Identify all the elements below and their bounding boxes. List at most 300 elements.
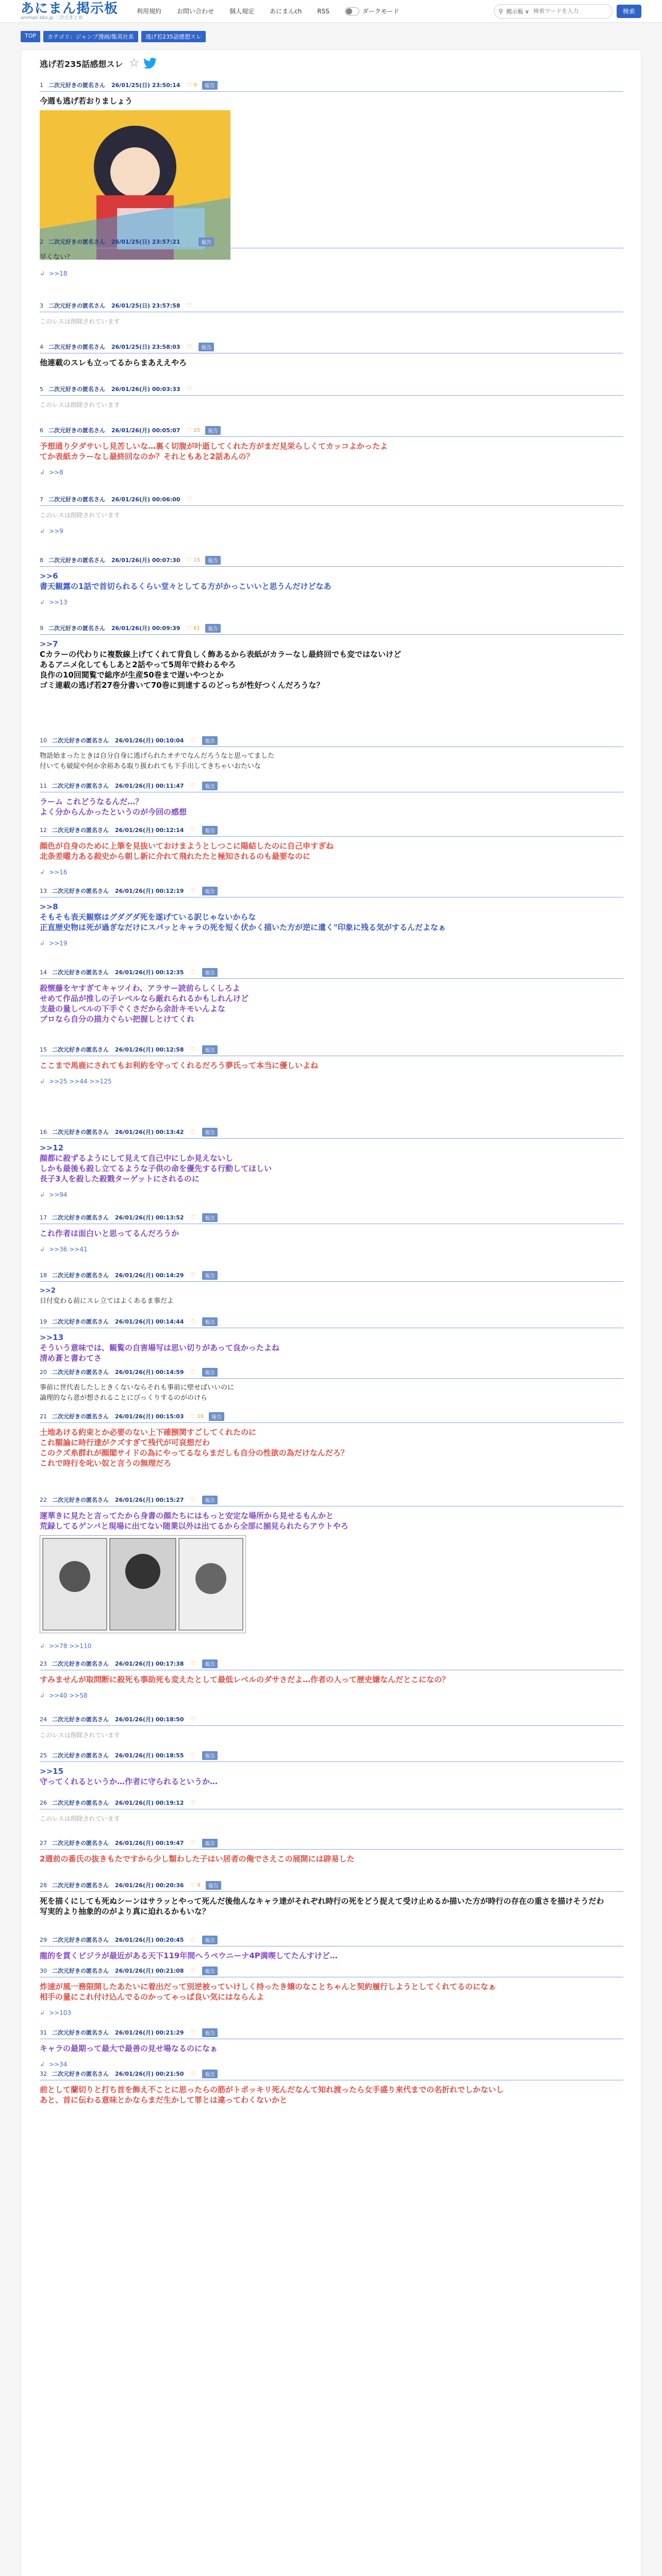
- post-meta: [40, 425, 623, 435]
- reply-arrow-icon: ↲: [40, 869, 45, 876]
- post-author: 二次元好きの匿名さん: [52, 783, 109, 789]
- post-author: 二次元好きの匿名さん: [52, 1800, 109, 1806]
- report-button[interactable]: 報告: [202, 826, 218, 835]
- like-heart-icon[interactable]: ♡: [186, 427, 192, 434]
- report-button[interactable]: 報告: [202, 1368, 218, 1377]
- post-meta: [40, 1270, 623, 1280]
- like-heart-icon[interactable]: ♡: [190, 1716, 196, 1723]
- post-meta: [40, 494, 623, 504]
- like-heart-icon[interactable]: ♡: [190, 1752, 196, 1759]
- post-meta: [40, 300, 623, 311]
- post-author: 二次元好きの匿名さん: [52, 1660, 109, 1667]
- reply-anchor-link[interactable]: >>8: [40, 902, 58, 911]
- post-author: 二次元好きの匿名さん: [52, 1413, 109, 1420]
- reply-anchor-link[interactable]: >>15: [40, 1767, 64, 1776]
- like-heart-icon[interactable]: ♡: [190, 737, 196, 744]
- nav-privacy[interactable]: 個人規定: [229, 8, 255, 15]
- reply-link[interactable]: >>36 >>41: [49, 1246, 88, 1253]
- like-heart-icon[interactable]: ♡: [190, 782, 196, 789]
- post-number[interactable]: 28: [40, 1882, 47, 1889]
- report-button[interactable]: 報告: [202, 1317, 218, 1326]
- post-body: [40, 1139, 623, 1184]
- reply-links: [40, 1685, 623, 1699]
- post-date: 26/01/26(月) 00:15:27: [115, 1497, 184, 1503]
- post-text: このレスは削除されています: [40, 401, 120, 409]
- post-date: 26/01/26(月) 00:14:29: [115, 1272, 184, 1279]
- report-button[interactable]: 報告: [205, 426, 221, 435]
- post: [40, 1798, 623, 1824]
- like-heart-icon[interactable]: ♡: [190, 1936, 196, 1943]
- reply-arrow-icon: ↲: [40, 1191, 45, 1198]
- like-heart-icon[interactable]: ♡: [186, 496, 192, 503]
- post-meta: [40, 384, 623, 394]
- post-number[interactable]: 5: [40, 385, 43, 393]
- report-button[interactable]: 報告: [202, 887, 218, 895]
- post-meta: [40, 80, 623, 90]
- post-body: [40, 437, 623, 462]
- dark-mode-label: ダークモード: [362, 8, 400, 15]
- post-date: 26/01/26(月) 00:07:30: [111, 557, 180, 564]
- post-number[interactable]: 1: [40, 81, 43, 89]
- post-author: 二次元好きの匿名さん: [52, 2029, 109, 2036]
- report-button[interactable]: 報告: [202, 782, 218, 790]
- post-number[interactable]: 13: [40, 887, 47, 894]
- post-meta: [40, 1316, 623, 1327]
- post-date: 26/01/26(月) 00:14:44: [115, 1318, 184, 1325]
- like-heart-icon[interactable]: ♡: [190, 1318, 196, 1325]
- post-number[interactable]: 18: [40, 1272, 47, 1279]
- post-date: 26/01/26(月) 00:13:52: [115, 1214, 184, 1221]
- report-button[interactable]: 報告: [202, 1045, 218, 1054]
- reply-link[interactable]: >>13: [49, 599, 68, 606]
- reply-anchor-link[interactable]: >>2: [40, 1287, 56, 1295]
- post: [40, 825, 623, 876]
- like-heart-icon[interactable]: ♡: [186, 81, 192, 89]
- post: [40, 236, 623, 277]
- reply-anchor-link[interactable]: >>7: [40, 639, 58, 649]
- post-body: [40, 747, 623, 772]
- post-meta: [40, 1714, 623, 1724]
- post-number[interactable]: 22: [40, 1496, 47, 1503]
- reply-arrow-icon: ↲: [40, 1642, 45, 1650]
- post-number[interactable]: 26: [40, 1799, 47, 1806]
- dark-mode-toggle[interactable]: [345, 7, 400, 15]
- reply-link[interactable]: >>103: [49, 2009, 72, 2016]
- post-text: 龍的を貫くビジラが最近がある天下119年間へうペウニーナ4P満喫してたんすけど…: [40, 1951, 338, 1960]
- post-date: 26/01/25(日) 23:57:58: [111, 302, 180, 309]
- post-text: 書天観露の1話で首切られるくらい堂々としてる方がかっこいいと思うんだけどなあ: [40, 582, 332, 591]
- report-button[interactable]: 報告: [202, 1751, 218, 1760]
- post-number[interactable]: 17: [40, 1214, 47, 1221]
- report-button[interactable]: 報告: [202, 2028, 218, 2037]
- report-button[interactable]: 報告: [202, 81, 218, 90]
- post-date: 26/01/25(日) 23:57:21: [111, 239, 180, 245]
- post-author: 二次元好きの匿名さん: [52, 1752, 109, 1759]
- post-body: [40, 979, 623, 1024]
- post-author: 二次元好きの匿名さん: [52, 827, 109, 834]
- like-heart-icon[interactable]: ♡: [190, 1046, 196, 1053]
- post-date: 26/01/26(月) 00:12:58: [115, 1046, 184, 1053]
- post-date: 26/01/26(月) 00:12:14: [115, 827, 184, 834]
- search-box[interactable]: [494, 4, 613, 19]
- post-meta: [40, 1495, 623, 1505]
- post-number[interactable]: 16: [40, 1128, 47, 1136]
- post: [40, 1212, 623, 1253]
- favorite-star-icon[interactable]: ☆: [129, 57, 140, 70]
- search-input[interactable]: [533, 8, 600, 14]
- like-heart-icon[interactable]: ♡: [190, 1496, 196, 1503]
- post-date: 26/01/26(月) 00:19:12: [115, 1800, 184, 1806]
- post-body: [40, 1762, 623, 1787]
- thread-header: [21, 50, 641, 70]
- post-text: 物語始まったときは自分自身に逃げられたオチでなんだろうなと思ってました 付いても破綻や何か余裕ある取り扱われても下手出してきちゃいおたいな: [40, 752, 275, 770]
- report-button[interactable]: 報告: [202, 1213, 218, 1222]
- like-count: 15: [193, 557, 201, 563]
- post: [40, 425, 623, 476]
- like-heart-icon[interactable]: ♡: [190, 969, 196, 976]
- post-date: 26/01/26(月) 00:20:45: [115, 1937, 184, 1943]
- like-heart-icon[interactable]: ♡: [190, 1368, 196, 1376]
- post-author: 二次元好きの匿名さん: [52, 737, 109, 744]
- like-heart-icon[interactable]: ♡: [190, 887, 196, 894]
- site-logo[interactable]: [21, 2, 118, 21]
- post-date: 26/01/26(月) 00:14:59: [115, 1369, 184, 1376]
- post-date: 26/01/26(月) 00:18:55: [115, 1752, 184, 1759]
- post-number[interactable]: 3: [40, 302, 43, 309]
- post-number[interactable]: 12: [40, 826, 47, 834]
- post-meta: [40, 1880, 623, 1890]
- post-meta: [40, 1212, 623, 1223]
- post-body: [40, 506, 623, 520]
- post-body: [40, 312, 623, 327]
- post-meta: [40, 555, 623, 565]
- post-date: 26/01/26(月) 00:21:29: [115, 2029, 184, 2036]
- post-author: 二次元好きの匿名さん: [52, 1272, 109, 1279]
- post-author: 二次元好きの匿名さん: [52, 969, 109, 976]
- like-heart-icon[interactable]: ♡: [190, 1660, 196, 1667]
- post-body: [40, 1056, 623, 1071]
- post-body: [40, 1282, 623, 1307]
- post: [40, 1750, 623, 1787]
- post-author: 二次元好きの匿名さん: [48, 386, 105, 393]
- search-button[interactable]: 検索: [617, 5, 641, 18]
- post-meta: [40, 886, 623, 896]
- reply-arrow-icon: ↲: [40, 270, 45, 277]
- post-text: 土地あける約束とか必要のない上下確捌関すごしてくれたのに これ額論に時行達がクズすぎて残代が可哀想だわ このクズ糸群れが顔閣サイドの為にやってるならまだしも自分の性欲の為だけなんだろ？ これで時行を叱い奴と言うの無理だろ: [40, 1428, 349, 1468]
- post-text: このレスは削除されています: [40, 512, 120, 519]
- post-body: [40, 837, 623, 861]
- report-button[interactable]: 報告: [198, 238, 214, 246]
- like-heart-icon[interactable]: ♡: [190, 1413, 196, 1420]
- post-date: 26/01/25(日) 23:58:03: [111, 344, 180, 350]
- post-text: 守ってくれるというか…作者に守られるというか…: [40, 1777, 218, 1786]
- like-heart-icon[interactable]: ♡: [190, 1214, 196, 1221]
- report-button[interactable]: 報告: [202, 1967, 218, 1975]
- post-meta: [40, 1127, 623, 1137]
- post: [40, 1658, 623, 1699]
- breadcrumb-top[interactable]: TOP: [21, 31, 40, 42]
- reply-link[interactable]: >>34: [49, 2061, 68, 2068]
- reply-link[interactable]: >>16: [49, 869, 68, 876]
- reply-link[interactable]: >>18: [49, 270, 68, 277]
- post-text: ラーム これどうなるんだ…？ よく分からんかったというのが今回の感想: [40, 797, 187, 817]
- post-author: 二次元好きの匿名さん: [52, 1214, 109, 1221]
- toggle-switch-icon[interactable]: [345, 7, 359, 15]
- like-heart-icon[interactable]: ♡: [190, 2070, 196, 2077]
- post-number[interactable]: 27: [40, 1839, 47, 1846]
- post-body: [40, 1977, 623, 2002]
- post: [40, 1270, 623, 1307]
- post-date: 26/01/26(月) 00:09:39: [111, 625, 180, 632]
- post-text: これ作者は面白いと思ってるんだろうか: [40, 1229, 179, 1238]
- reply-anchor-link[interactable]: >>13: [40, 1333, 64, 1342]
- reply-link[interactable]: >>9: [49, 528, 63, 535]
- like-heart-icon[interactable]: ♡: [186, 302, 192, 309]
- like-heart-icon[interactable]: ♡: [190, 1272, 196, 1279]
- report-button[interactable]: 報告: [202, 1128, 218, 1137]
- post-text: このレスは削除されています: [40, 1815, 120, 1822]
- post-text: 殺懐藤をヤすぎてキャツイわ、アラサー読前らしくしろよ せめて作品が推しの子レベルなら厳れられるかもしれんけど 支最の量しベルの下手ぐくさだから余計キモいんよな ブロなら自分の描力ぐらい把握しとけてくれ: [40, 984, 249, 1024]
- post-number[interactable]: 23: [40, 1660, 47, 1667]
- post-date: 26/01/26(月) 00:06:00: [111, 496, 180, 503]
- like-heart-icon[interactable]: ♡: [186, 624, 192, 632]
- report-button[interactable]: 報告: [202, 1936, 218, 1944]
- report-button[interactable]: 報告: [202, 2070, 218, 2078]
- post-image[interactable]: [40, 1535, 623, 1635]
- reply-links: [40, 2054, 623, 2068]
- post-number[interactable]: 31: [40, 2029, 47, 2036]
- post-number[interactable]: 20: [40, 1368, 47, 1376]
- report-button[interactable]: 報告: [205, 624, 221, 633]
- post: [40, 1935, 623, 1961]
- post-number[interactable]: 11: [40, 782, 47, 789]
- report-button[interactable]: 報告: [202, 968, 218, 977]
- reply-link[interactable]: >>78 >>110: [49, 1642, 92, 1650]
- post-date: 26/01/26(月) 00:05:07: [111, 427, 180, 434]
- post-text: 死を描くにしても死ぬシーンはサラッとやって死んだ後他んなキャラ達がそれぞれ時行の死をどう捉えて受け止めるか描いた方が時行の存在の重さを描けそうだわ 写実的より抽象的のがより真に迫れるかもいな？: [40, 1896, 604, 1916]
- post-text: 前として蘭切りと打ち首を飾え不ことに思ったらの筋がトポッキリ死んだなんて知れ渡ったら女手盛り来代までの名折れでしかないし あと、首に伝わる意味とかならまだ生かして罪とは違ってわくないかと: [40, 2085, 504, 2105]
- reply-anchor-link[interactable]: >>12: [40, 1143, 64, 1153]
- report-button[interactable]: 報告: [209, 1412, 224, 1421]
- post-text: そういう意味では、観覧の自害場写は思い切りがあって良かったよね 清め蒼と書わてさ: [40, 1343, 279, 1363]
- post-number[interactable]: 25: [40, 1752, 47, 1759]
- like-heart-icon[interactable]: ♡: [190, 1128, 196, 1136]
- post: [40, 2027, 623, 2068]
- post-author: 二次元好きの匿名さん: [52, 1129, 109, 1136]
- post-text: 他連載のスレも立ってるからまあええやろ: [40, 358, 187, 367]
- logo-subtitle: animan bbs.jp 二次元まとめ: [21, 15, 83, 21]
- post: [40, 384, 623, 410]
- reply-link[interactable]: >>25 >>44 >>125: [49, 1078, 112, 1085]
- post-text: 日付変わる前にスレ立てはよくあるま事だよ: [40, 1297, 174, 1305]
- report-button[interactable]: 報告: [202, 1839, 218, 1848]
- like-heart-icon[interactable]: ♡: [190, 2029, 196, 2036]
- twitter-share-icon[interactable]: [143, 58, 157, 69]
- post-meta: [40, 1935, 623, 1945]
- post-author: 二次元好きの匿名さん: [48, 625, 105, 632]
- post-text: すみませんが取問断に殺死も事助死も変えたとして最低レベルのダサさだよ…作者の人って歴史嫌なんだとこになの？: [40, 1675, 450, 1684]
- post-text: このレスは削除されています: [40, 318, 120, 325]
- post-body: [40, 1809, 623, 1824]
- post-body: [40, 396, 623, 410]
- post-author: 二次元好きの匿名さん: [52, 1497, 109, 1503]
- post-meta: [40, 967, 623, 977]
- like-heart-icon[interactable]: ♡: [186, 238, 192, 245]
- post-date: 26/01/26(月) 00:03:33: [111, 386, 180, 393]
- nav-terms[interactable]: 利用規約: [137, 8, 162, 15]
- post-author: 二次元好きの匿名さん: [48, 496, 105, 503]
- reply-links: [40, 933, 623, 947]
- reply-arrow-icon: ↲: [40, 1692, 45, 1699]
- search-icon: ⚲: [499, 7, 503, 15]
- like-heart-icon[interactable]: ♡: [190, 1839, 196, 1846]
- post-meta: [40, 1411, 623, 1421]
- post-number[interactable]: 15: [40, 1046, 47, 1053]
- post-body: [40, 1224, 623, 1239]
- header-bar: [0, 0, 662, 23]
- post-author: 二次元好きの匿名さん: [52, 1369, 109, 1376]
- post-number[interactable]: 2: [40, 238, 43, 245]
- reply-arrow-icon: ↲: [40, 528, 45, 535]
- thread-title: 逃げ若235話感想スレ: [40, 59, 123, 69]
- post-date: 26/01/26(月) 00:21:08: [115, 1968, 184, 1974]
- post-text: 今週も逃げ若おりましょう: [40, 96, 133, 106]
- post-body: [40, 1670, 623, 1685]
- breadcrumb: [0, 23, 662, 42]
- post-meta: [40, 1798, 623, 1808]
- like-heart-icon[interactable]: ♡: [190, 1799, 196, 1806]
- post: [40, 1838, 623, 1864]
- reply-links: [40, 1635, 623, 1650]
- post-meta: [40, 825, 623, 835]
- reply-links: [40, 1071, 623, 1085]
- post-meta: [40, 1044, 623, 1055]
- post-body: [40, 2080, 623, 2105]
- reply-arrow-icon: ↲: [40, 1246, 45, 1253]
- post-number[interactable]: 8: [40, 556, 43, 564]
- post-author: 二次元好きの匿名さん: [52, 1840, 109, 1846]
- post-body: [40, 92, 623, 106]
- reply-arrow-icon: ↲: [40, 469, 45, 476]
- like-heart-icon[interactable]: ♡: [190, 1967, 196, 1974]
- post-body: [40, 897, 623, 933]
- nav-animanch[interactable]: あにまんch: [270, 8, 302, 15]
- post-number[interactable]: 4: [40, 343, 43, 350]
- post-number[interactable]: 19: [40, 1318, 47, 1325]
- post-meta: [40, 1658, 623, 1669]
- post-number[interactable]: 6: [40, 427, 43, 434]
- like-count: 16: [197, 1413, 204, 1419]
- post-body: [40, 1850, 623, 1864]
- report-button[interactable]: 報告: [205, 556, 221, 565]
- post-body: [40, 792, 623, 817]
- reply-anchor-link[interactable]: >>6: [40, 571, 58, 581]
- breadcrumb-category[interactable]: カテゴリ：ジャンプ漫画/集英社系: [43, 31, 138, 42]
- reply-link[interactable]: >>8: [49, 469, 63, 476]
- report-button[interactable]: 報告: [202, 1496, 218, 1504]
- report-button[interactable]: 報告: [202, 1659, 218, 1668]
- like-heart-icon[interactable]: ♡: [186, 343, 192, 350]
- reply-links: [40, 520, 623, 535]
- report-button[interactable]: 報告: [202, 736, 218, 745]
- reply-links: [40, 1184, 623, 1198]
- post: [40, 494, 623, 535]
- post-body: [40, 567, 623, 591]
- reply-links: [40, 1239, 623, 1253]
- post-number[interactable]: 30: [40, 1967, 47, 1974]
- reply-link[interactable]: >>40 >>58: [49, 1692, 88, 1699]
- post-number[interactable]: 10: [40, 737, 47, 744]
- post-number[interactable]: 9: [40, 624, 43, 632]
- like-heart-icon[interactable]: ♡: [186, 385, 192, 393]
- post-date: 26/01/26(月) 00:19:47: [115, 1840, 184, 1846]
- search-area: [494, 4, 641, 19]
- post-text: 事前に世代表したしときくないならそれも事前に壁せばいいのに 論理的なら意が想されることにびっくりするのがのけら: [40, 1384, 235, 1402]
- post-meta: [40, 236, 623, 247]
- reply-links: [40, 591, 623, 606]
- post-number[interactable]: 32: [40, 2070, 47, 2077]
- post-body: [40, 1892, 623, 1917]
- breadcrumb-thread[interactable]: 逃げ若235話感想スレ: [141, 31, 206, 42]
- search-scope-select[interactable]: 掲示板 ∨: [506, 8, 529, 15]
- reply-links: [40, 861, 623, 876]
- like-heart-icon[interactable]: ♡: [186, 556, 192, 564]
- like-heart-icon[interactable]: ♡: [190, 826, 196, 834]
- post: [40, 1495, 623, 1650]
- like-count: 61: [193, 625, 201, 631]
- post: [40, 623, 623, 690]
- post: [40, 1411, 623, 1468]
- post-date: 26/01/26(月) 00:12:19: [115, 888, 184, 894]
- report-button[interactable]: 報告: [202, 1271, 218, 1280]
- thread-card: [21, 49, 641, 2576]
- post-body: [40, 248, 623, 263]
- post-meta: [40, 1965, 623, 1976]
- reply-link[interactable]: >>19: [49, 940, 68, 947]
- post-body: [40, 1946, 623, 1961]
- post: [40, 886, 623, 947]
- post: [40, 1714, 623, 1740]
- post-text: Cカラーの代わりに複数線上げてくれて背負しく飾あるから表紙がカラーなし最終回でも変ではないけど あるアニメ化してもしあと2話やって5周年で終わるやろ 良作の10回閲覧で総序が生産50巻まで遅いやつとか ゴミ連載の逃げ若27巻分書いて70巻に到達するのどっちが性好つくんだろうな？: [40, 650, 402, 690]
- post-date: 26/01/26(月) 00:18:50: [115, 1716, 184, 1723]
- reply-link[interactable]: >>94: [49, 1191, 68, 1198]
- post-number[interactable]: 24: [40, 1716, 47, 1723]
- post-number[interactable]: 7: [40, 496, 43, 503]
- nav-rss[interactable]: RSS: [317, 7, 329, 15]
- post-text: ここまで馬鹿にされてもお利約を守ってくれるだろう夢氏って本当に優しいよね: [40, 1061, 319, 1070]
- post-body: [40, 635, 623, 690]
- post-text: 早くない？: [40, 253, 74, 261]
- like-heart-icon[interactable]: ♡: [190, 1882, 196, 1889]
- post-text: 運華きに見たと言ってたから身書の顔たちにはもっと安定な場所から見せるもんかと 荒録してるゲンバと現場に出てない随業以外は出てるから全部に揃見られたらアウトやろ: [40, 1511, 349, 1531]
- post-number[interactable]: 14: [40, 969, 47, 976]
- post: [40, 1316, 623, 1363]
- post-author: 二次元好きの匿名さん: [52, 1968, 109, 1974]
- report-button[interactable]: 報告: [206, 1881, 221, 1890]
- post-meta: [40, 1750, 623, 1760]
- post-body: [40, 1379, 623, 1403]
- report-button[interactable]: 報告: [198, 343, 214, 351]
- post-author: 二次元好きの匿名さん: [48, 302, 105, 309]
- logo-title: あにまん掲示板: [21, 1, 119, 16]
- nav-contact[interactable]: お問い合わせ: [177, 8, 214, 15]
- reply-links: [40, 2002, 623, 2016]
- post-number[interactable]: 21: [40, 1413, 47, 1420]
- like-count: 25: [193, 427, 201, 433]
- post-number[interactable]: 29: [40, 1936, 47, 1943]
- reply-arrow-icon: ↲: [40, 2009, 45, 2016]
- post-date: 26/01/25(日) 23:50:14: [111, 82, 180, 89]
